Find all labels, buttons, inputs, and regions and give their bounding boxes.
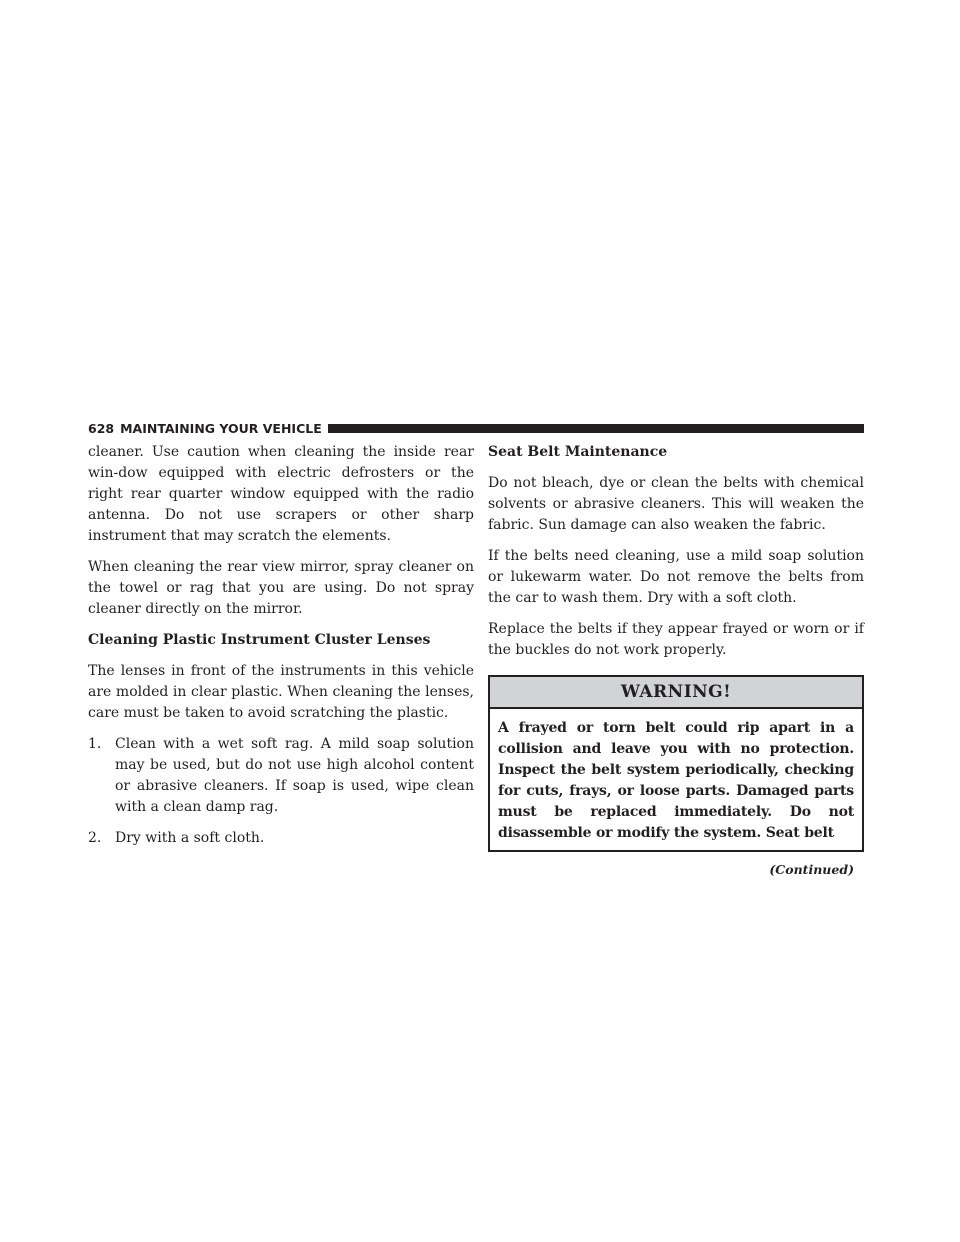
step-text: Dry with a soft cloth. (115, 830, 265, 846)
section-heading: Seat Belt Maintenance (488, 444, 668, 460)
left-column (88, 442, 474, 859)
step-number: 2. (88, 830, 102, 846)
step-text: Clean with a wet soft rag. A mild soap solution may be used, but do not use high alcohol content or abrasive cleaners. If soap is used, wipe clean with a clean damp rag. (115, 736, 474, 815)
warning-box (488, 675, 864, 852)
warning-text: A frayed or torn belt could rip apart in a collision and leave you with no protection. Inspect the belt system periodically, checking for cuts, frays, or loose parts. Damaged parts must be replaced immediately. Do not disassemble or modify the system. Seat belt (498, 720, 854, 841)
step-number: 1. (88, 736, 102, 752)
list-item (88, 734, 474, 818)
header-rule (328, 424, 864, 433)
continued-label: (Continued) (769, 862, 854, 877)
paragraph: Do not bleach, dye or clean the belts with chemical solvents or abrasive cleaners. This will weaken the fabric. Sun damage can also weaken the fabric. (488, 475, 864, 533)
list-item (88, 828, 474, 849)
page-header (88, 418, 864, 438)
right-column (488, 442, 864, 880)
section-heading: Cleaning Plastic Instrument Cluster Lenses (88, 632, 431, 648)
paragraph: cleaner. Use caution when cleaning the inside rear win-dow equipped with electric defrosters or the right rear quarter window equipped with the radio antenna. Do not use scrapers or other sharp instrument that may scratch the elements. (88, 444, 474, 544)
page-number: 628 (88, 420, 115, 436)
section-title: MAINTAINING YOUR VEHICLE (120, 420, 322, 436)
paragraph: When cleaning the rear view mirror, spray cleaner on the towel or rag that you are using. Do not spray cleaner directly on the mirror. (88, 559, 474, 617)
paragraph: The lenses in front of the instruments in this vehicle are molded in clear plastic. When cleaning the lenses, care must be taken to avoid scratching the plastic. (88, 663, 474, 721)
warning-title: WARNING! (490, 677, 862, 709)
steps-list (88, 734, 474, 849)
paragraph: Replace the belts if they appear frayed or worn or if the buckles do not work properly. (488, 621, 864, 658)
paragraph: If the belts need cleaning, use a mild soap solution or lukewarm water. Do not remove the belts from the car to wash them. Dry with a soft cloth. (488, 548, 864, 606)
